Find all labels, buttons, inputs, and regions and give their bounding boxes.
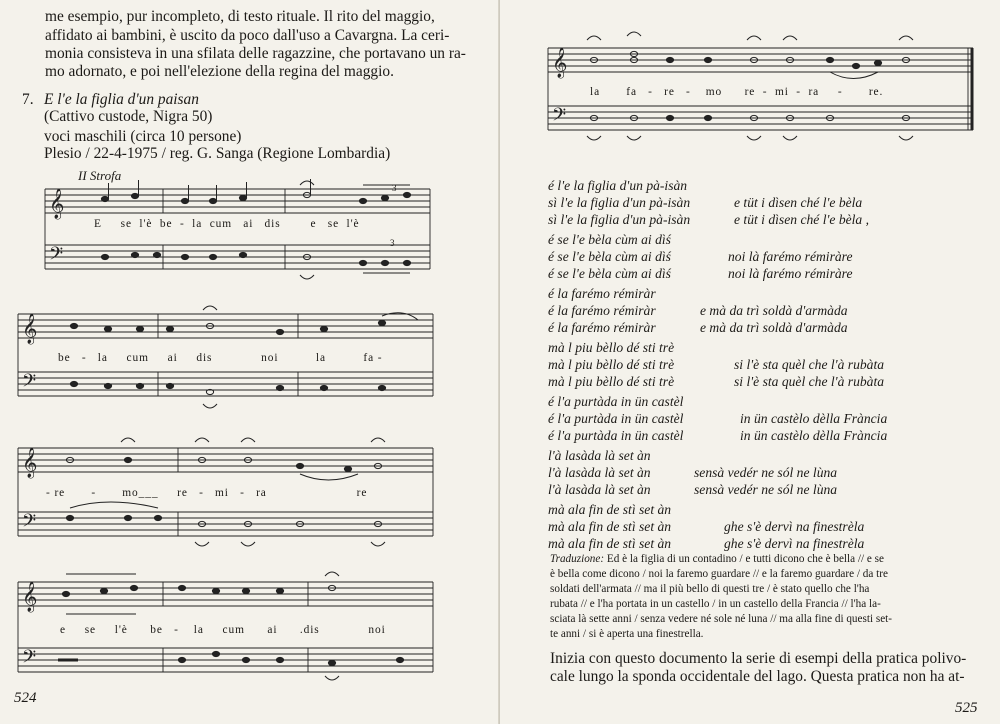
verse-line: sensà vedér ne sól ne lùna: [694, 482, 838, 497]
verse-line: ghe s'è dervì na finestrèla: [724, 536, 865, 551]
verse-line: in ün castèlo dèlla Frància: [740, 428, 888, 443]
intro-line-2: affidato ai bambini, è uscito da poco dall'uso a Cavargna. La ceri-: [45, 27, 450, 44]
section-label: II Strofa: [78, 168, 122, 183]
intro-line-3: monia consisteva in una sfilata delle ragazzine, che portavano un ra-: [45, 45, 466, 62]
translation-label: Traduzione:: [550, 553, 605, 565]
verse-line: mà l piu bèllo dé sti trè: [548, 374, 675, 389]
page-number-left: 524: [14, 690, 37, 706]
treble-clef-icon: 𝄞: [49, 189, 65, 219]
page-number-right: 525: [955, 700, 978, 716]
verse-line: é se l'e bèla cùm ai dìś: [548, 266, 671, 281]
verse-line: mà l piu bèllo dé sti trè: [548, 357, 675, 372]
verse-line: sensà vedér ne sól ne lùna: [694, 465, 838, 480]
translation-line-5: sciata là sette anni / senza vedere né sole né luna // ma alla fine di questi set-: [550, 613, 893, 625]
verse-line: é la farémo rémiràr: [548, 303, 656, 318]
verse-line: e tüt i dìsen ché l'e bèla: [734, 195, 863, 210]
verse-line: é la farémo rémiràr: [548, 286, 656, 301]
song-number: 7.: [22, 91, 34, 108]
bass-clef-icon: 𝄢: [22, 511, 37, 536]
lyrics-system-4: e se l'è be - la cum ai .dis noi: [60, 624, 386, 636]
verse-line: mà ala fin de stì set àn: [548, 536, 672, 551]
verse-line: e mà da trì soldà d'armàda: [700, 320, 848, 335]
bass-clef-icon: 𝄢: [49, 244, 64, 269]
lyrics-system-1: E se l'è be - la cum ai dis e se l'è: [94, 218, 360, 230]
tuplet-mark-top: 3: [392, 183, 397, 193]
intro-line-4: mo adornato, e poi nell'elezione della regina del maggio.: [45, 63, 394, 80]
verse-line: sì l'e la figlia d'un pà-isàn: [548, 212, 691, 227]
verse-line: si l'è sta quèl che l'à rubàta: [734, 374, 885, 389]
verse-line: in ün castèlo dèlla Frància: [740, 411, 888, 426]
verse-line: mà ala fin de stì set àn: [548, 502, 672, 517]
bass-clef-icon: 𝄢: [552, 105, 567, 130]
song-recording: Plesio / 22-4-1975 / reg. G. Sanga (Regione Lombardia): [44, 145, 391, 162]
closing-line-2: cale lungo la sponda occidentale del lago. Questa pratica non ha at-: [550, 668, 965, 685]
verse-line: é l'a purtàda in ün castèl: [548, 394, 684, 409]
lyrics-system-5: la fa - re - mo re - mi - ra - re.: [590, 86, 884, 98]
verse-line: é l'a purtàda in ün castèl: [548, 428, 684, 443]
verse-line: e tüt i dìsen ché l'e bèla ,: [734, 212, 870, 227]
verse-line: l'à lasàda là set àn: [548, 482, 651, 497]
tuplet-mark-bottom: 3: [390, 238, 395, 248]
song-title: E l'e la figlia d'un paisan: [44, 91, 199, 108]
verse-line: é l'e la figlia d'un pà-isàn: [548, 178, 688, 193]
right-page: [500, 0, 1000, 724]
treble-clef-icon: 𝄞: [552, 48, 568, 78]
verse-line: mà ala fin de stì set àn: [548, 519, 672, 534]
verse-line: sì l'e la figlia d'un pà-isàn: [548, 195, 691, 210]
verse-line: é l'a purtàda in ün castèl: [548, 411, 684, 426]
translation-line-6: te anni / si è aperta una finestrella.: [550, 628, 704, 640]
treble-clef-icon: 𝄞: [22, 582, 38, 612]
verse-line: ghe s'è dervì na finestrèla: [724, 519, 865, 534]
closing-line-1: Inizia con questo documento la serie di esempi della pratica polivo-: [550, 650, 967, 667]
intro-line-1: me esempio, pur incompleto, di testo rituale. Il rito del maggio,: [45, 8, 435, 25]
translation-line-3: soldati dell'armata // ma il più bello di questi tre / è stato quello che l'ha: [550, 583, 870, 595]
treble-clef-icon: 𝄞: [22, 448, 38, 478]
song-voices: voci maschili (circa 10 persone): [44, 128, 242, 145]
verse-line: e mà da trì soldà d'armàda: [700, 303, 848, 318]
translation-line-2: è bella come dicono / noi la faremo guardare // e la faremo guardare / da tre: [550, 568, 888, 580]
lyrics-system-2: be - la cum ai dis noi la fa -: [58, 352, 383, 364]
verse-line: é la farémo rémiràr: [548, 320, 656, 335]
verse-line: si l'è sta quèl che l'à rubàta: [734, 357, 885, 372]
verse-line: é se l'e bèla cùm ai dìś: [548, 232, 671, 247]
verse-line: é se l'e bèla cùm ai dìś: [548, 249, 671, 264]
translation-line-4: rubata // e l'ha portata in un castello / in un castello della Francia // l'ha la-: [550, 598, 881, 610]
bass-clef-icon: 𝄢: [22, 371, 37, 396]
verse-line: l'à lasàda là set àn: [548, 465, 651, 480]
bass-clef-icon: 𝄢: [22, 647, 37, 672]
verse-line: l'à lasàda là set àn: [548, 448, 651, 463]
translation-line-1: Traduzione: Ed è la figlia di un contadino / e tutti dicono che è bella // e se: [550, 553, 885, 565]
verse-line: noi là farémo rémiràre: [728, 249, 853, 264]
verse-line: noi là farémo rémiràre: [728, 266, 853, 281]
song-source: (Cattivo custode, Nigra 50): [44, 108, 213, 125]
lyrics-system-3: - re - mo___ re - mi - ra re: [46, 487, 368, 499]
verse-line: mà l piu bèllo dé sti trè: [548, 340, 675, 355]
treble-clef-icon: 𝄞: [22, 314, 38, 344]
